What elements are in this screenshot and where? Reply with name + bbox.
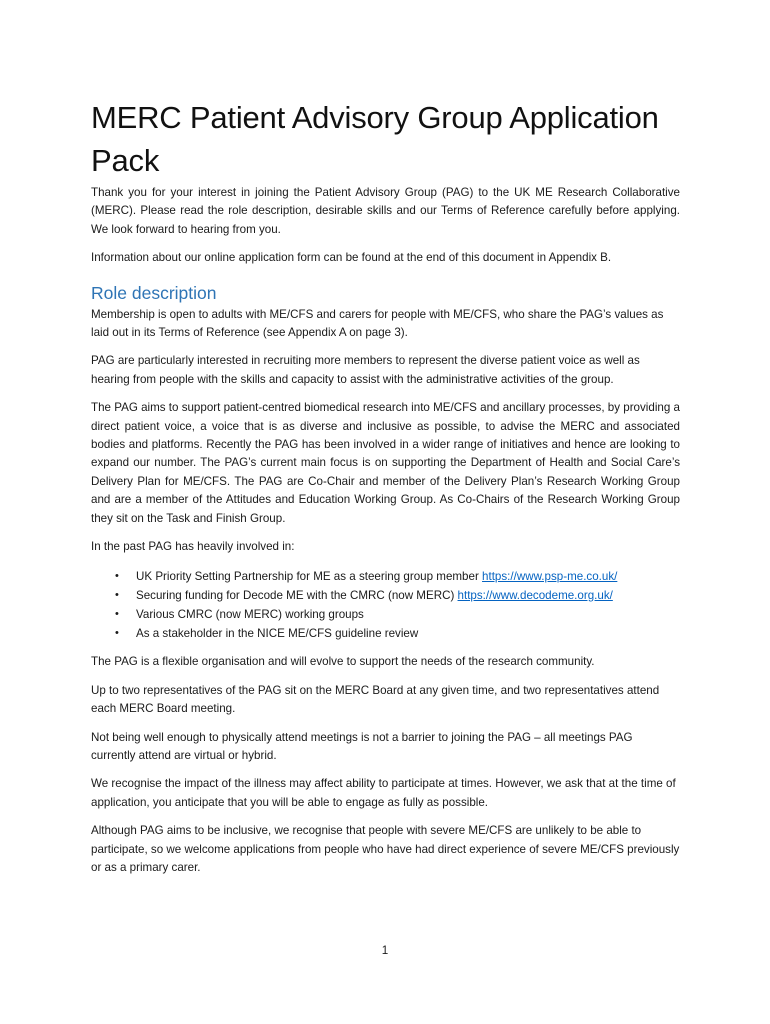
- list-item-text: Various CMRC (now MERC) working groups: [136, 607, 364, 621]
- body-paragraph: The PAG aims to support patient-centred biomedical research into ME/CFS and ancillary processes, by providing a direct patient voice, a voice that is as diverse and inclusive as possible, to advise the MERC and associated bodies and platforms. Recently the PAG has been involved in a wider range of initiatives and hence are looking to expand our number. The PAG’s current main focus is on supporting the Department of Health and Social Care’s Delivery Plan for ME/CFS. The PAG are Co-Chair and member of the Delivery Plan’s Research Working Group and are a member of the Attitudes and Education Working Group. As Co-Chairs of the Research Working Group they sit on the Task and Finish Group.: [91, 401, 680, 525]
- body-paragraph: In the past PAG has heavily involved in:: [91, 540, 295, 554]
- psp-me-link[interactable]: https://www.psp-me.co.uk/: [482, 569, 618, 583]
- list-item-text: Securing funding for Decode ME with the CMRC (now MERC): [136, 588, 458, 602]
- closing-paragraph: Up to two representatives of the PAG sit on the MERC Board at any given time, and two representatives attend each MERC Board meeting.: [91, 683, 660, 716]
- list-item: [91, 567, 680, 586]
- closing-paragraph: Although PAG aims to be inclusive, we recognise that people with severe ME/CFS are unlikely to be able to participate, so we welcome applications from people who have had direct experience of severe ME/CFS previously or as a primary carer.: [91, 824, 680, 874]
- bullet-icon: •: [115, 588, 119, 601]
- list-item: [91, 605, 680, 624]
- page-content: [91, 96, 680, 887]
- bullet-icon: •: [115, 627, 119, 640]
- closing-paragraph: Not being well enough to physically attend meetings is not a barrier to joining the PAG – all meetings PAG currently attend are virtual or hybrid.: [91, 730, 633, 762]
- document-title: MERC Patient Advisory Group Application Pack: [91, 100, 659, 178]
- list-item: [91, 624, 680, 643]
- body-paragraph: Membership is open to adults with ME/CFS and carers for people with ME/CFS, who share the PAG’s values as laid out in its Terms of Reference (see Appendix A on page 3).: [91, 307, 664, 340]
- closing-paragraph: We recognise the impact of the illness may affect ability to participate at times. However, we ask that at the time of application, you anticipate that you will be able to engage as fully as possible.: [91, 777, 676, 809]
- list-item-text: As a stakeholder in the NICE ME/CFS guideline review: [136, 627, 419, 641]
- intro-paragraph: Thank you for your interest in joining the Patient Advisory Group (PAG) to the UK ME Research Collaborative (MERC). Please read the role description, desirable skills and our Terms of Reference carefully before applying. We look forward to hearing from you.: [91, 186, 680, 236]
- bullet-icon: •: [115, 607, 119, 620]
- decodeme-link[interactable]: https://www.decodeme.org.uk/: [457, 588, 613, 602]
- bullet-icon: •: [115, 569, 119, 582]
- involvement-list: [91, 567, 680, 644]
- section-heading-role-description: Role description: [91, 282, 217, 303]
- intro-paragraph: Information about our online application form can be found at the end of this document in Appendix B.: [91, 251, 612, 265]
- list-item: [91, 586, 680, 605]
- list-item-text: UK Priority Setting Partnership for ME as a steering group member: [136, 569, 483, 583]
- body-paragraph: PAG are particularly interested in recruiting more members to represent the diverse patient voice as well as hearing from people with the skills and capacity to assist with the administrative activities of the group.: [91, 354, 640, 386]
- closing-paragraph: The PAG is a flexible organisation and will evolve to support the needs of the research community.: [91, 655, 595, 669]
- page-number: 1: [381, 944, 389, 957]
